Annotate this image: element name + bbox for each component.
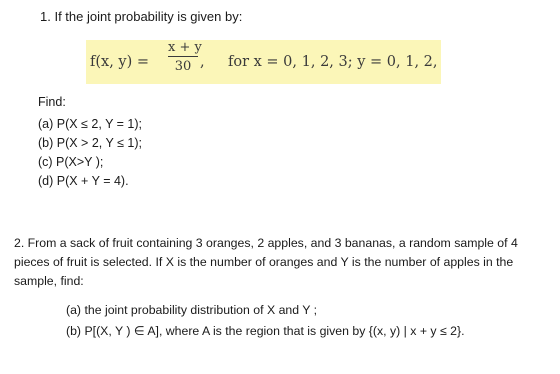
fraction-denominator: 30 [174,59,192,74]
formula-domain: for x = 0, 1, 2, 3; y = 0, 1, 2, [228,54,438,70]
problem-1-part-a: (a) P(X ≤ 2, Y = 1); [38,117,143,131]
problem-2-part-a: (a) the joint probability distribution of X and Y ; [66,303,318,317]
fraction-numerator: x + y [168,40,202,55]
problem-1-part-c: (c) P(X>Y ); [38,155,104,169]
problem-1-title: 1. If the joint probability is given by: [40,9,243,24]
problem-1-part-d: (d) P(X + Y = 4). [38,174,129,188]
problem-2-part-b: (b) P[(X, Y ) ∈ A], where A is the region that is given by {(x, y) | x + y ≤ 2}. [66,324,465,338]
problem-1-part-b: (b) P(X > 2, Y ≤ 1); [38,136,143,150]
problem-2-statement [14,234,554,291]
formula-comma: , [200,54,205,70]
fraction-bar [168,56,198,57]
find-label: Find: [38,95,66,109]
formula-lhs: f(x, y) = [90,54,150,70]
formula-fraction [168,40,202,74]
problem-2-text: 2. From a sack of fruit containing 3 oranges, 2 apples, and 3 bananas, a random sample of 4 pieces of fruit is selected. If X is the number of oranges and Y is the number of apples in the sample, find: [14,236,518,288]
